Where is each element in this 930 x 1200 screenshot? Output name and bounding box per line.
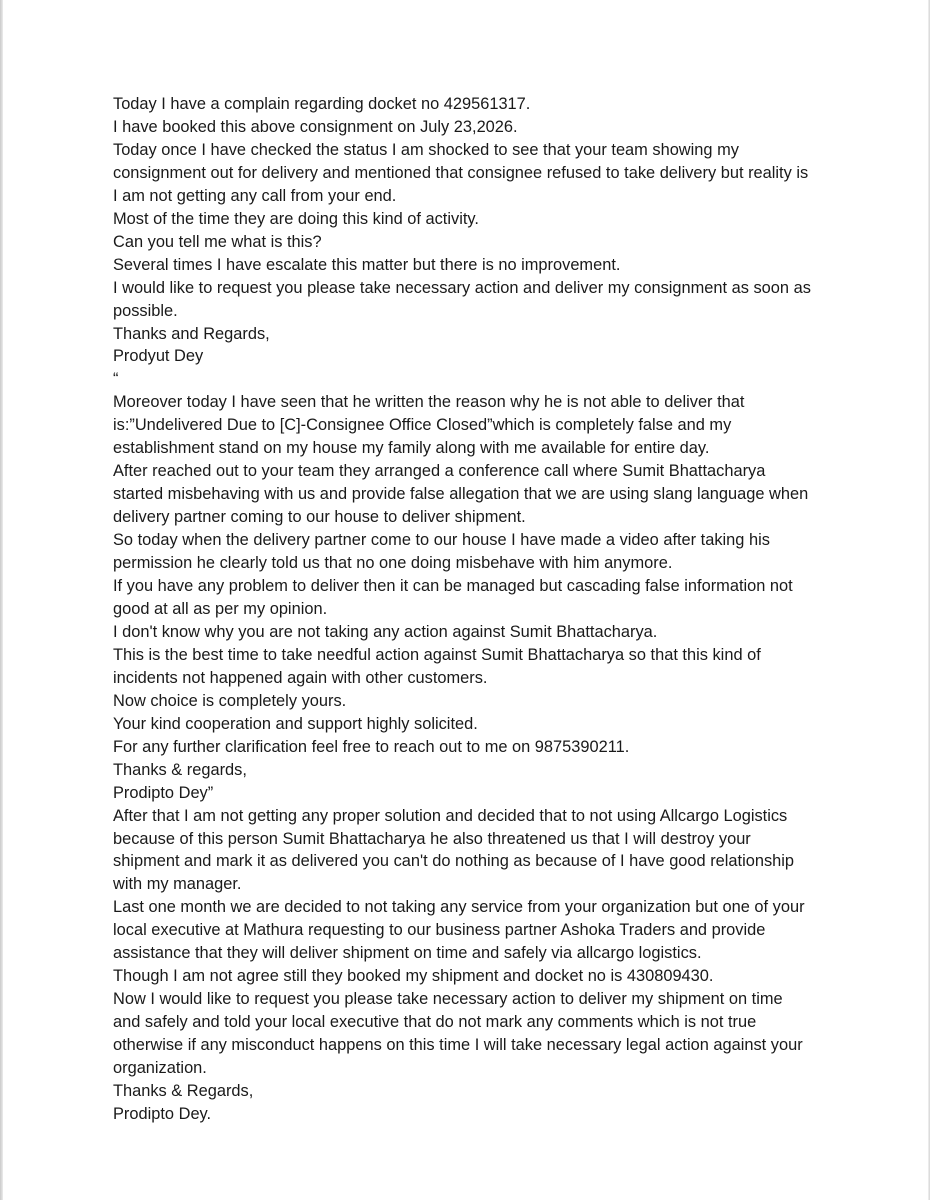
paragraph-conference-call: After reached out to your team they arranged a conference call where Sumit Bhattacharya started misbehaving with us and provide false allegation that we are using slang language when delivery partner coming to our house to deliver shipment. bbox=[113, 462, 809, 527]
paragraph-request-action: I would like to request you please take necessary action and deliver my consignment as soon as possible. bbox=[113, 278, 811, 320]
paragraph-status-shock: Today once I have checked the status I am shocked to see that your team showing my consignment out for delivery and mentioned that consignee refused to take delivery but reality is I am not getting any call from your end. bbox=[113, 140, 809, 205]
paragraph-choice: Now choice is completely yours. bbox=[113, 691, 347, 710]
signature-name-quoted: Prodipto Dey” bbox=[113, 783, 214, 802]
paragraph-video-evidence: So today when the delivery partner come to our house I have made a video after taking his permission he clearly told us that no one doing misbehave with him anymore. bbox=[113, 531, 770, 573]
paragraph-threat: After that I am not getting any proper solution and decided that to not using Allcargo Logistics because of this person Sumit Bhattacharya he also threatened us that I will destroy your shipment and mark it as delivered you can't do nothing as because of I have good relationship with my manager. bbox=[113, 806, 795, 894]
closing-salutation-final: Thanks & Regards, bbox=[113, 1081, 254, 1100]
paragraph-question: Can you tell me what is this? bbox=[113, 232, 322, 251]
paragraph-no-action: I don't know why you are not taking any action against Sumit Bhattacharya. bbox=[113, 622, 658, 641]
complaint-letter bbox=[113, 93, 813, 1126]
signature-name: Prodyut Dey bbox=[113, 347, 204, 366]
paragraph-local-executive: Last one month we are decided to not taking any service from your organization but one of your local executive at Mathura requesting to our business partner Ashoka Traders and provide assistance that they will deliver shipment on time and safely via allcargo logistics. bbox=[113, 898, 805, 963]
paragraph-contact-number: For any further clarification feel free to reach out to me on 9875390211. bbox=[113, 737, 630, 756]
paragraph-false-information: If you have any problem to deliver then it can be managed but cascading false information not good at all as per my opinion. bbox=[113, 577, 793, 618]
closing-salutation: Thanks and Regards, bbox=[113, 324, 270, 343]
paragraph-cooperation: Your kind cooperation and support highly solicited. bbox=[113, 714, 478, 733]
signature-name-final: Prodipto Dey. bbox=[113, 1104, 212, 1123]
closing-salutation-quoted: Thanks & regards, bbox=[113, 760, 247, 779]
paragraph-escalation: Several times I have escalate this matter but there is no improvement. bbox=[113, 255, 621, 274]
paragraph-new-docket: Though I am not agree still they booked my shipment and docket no is 430809430. bbox=[113, 967, 714, 986]
quote-open-mark: “ bbox=[113, 370, 119, 389]
page-edge-left bbox=[0, 0, 3, 1200]
paragraph-docket-complaint: Today I have a complain regarding docket no 429561317. bbox=[113, 95, 531, 113]
paragraph-undelivered-reason: Moreover today I have seen that he written the reason why he is not able to deliver that is:”Undelivered Due to [C]-Consignee Office Closed”which is completely false and my establishment stand on my house my family along with me available for entire day. bbox=[113, 393, 745, 458]
paragraph-booking-date: I have booked this above consignment on July 23,2026. bbox=[113, 117, 518, 136]
paragraph-needful-action: This is the best time to take needful action against Sumit Bhattacharya so that this kind of incidents not happened again with other customers. bbox=[113, 645, 761, 687]
paragraph-final-request: Now I would like to request you please take necessary action to deliver my shipment on time and safely and told your local executive that do not mark any comments which is not true otherwise if any misconduct happens on this time I will take necessary legal action against your organization. bbox=[113, 990, 803, 1078]
paragraph-repeated-activity: Most of the time they are doing this kind of activity. bbox=[113, 209, 479, 228]
